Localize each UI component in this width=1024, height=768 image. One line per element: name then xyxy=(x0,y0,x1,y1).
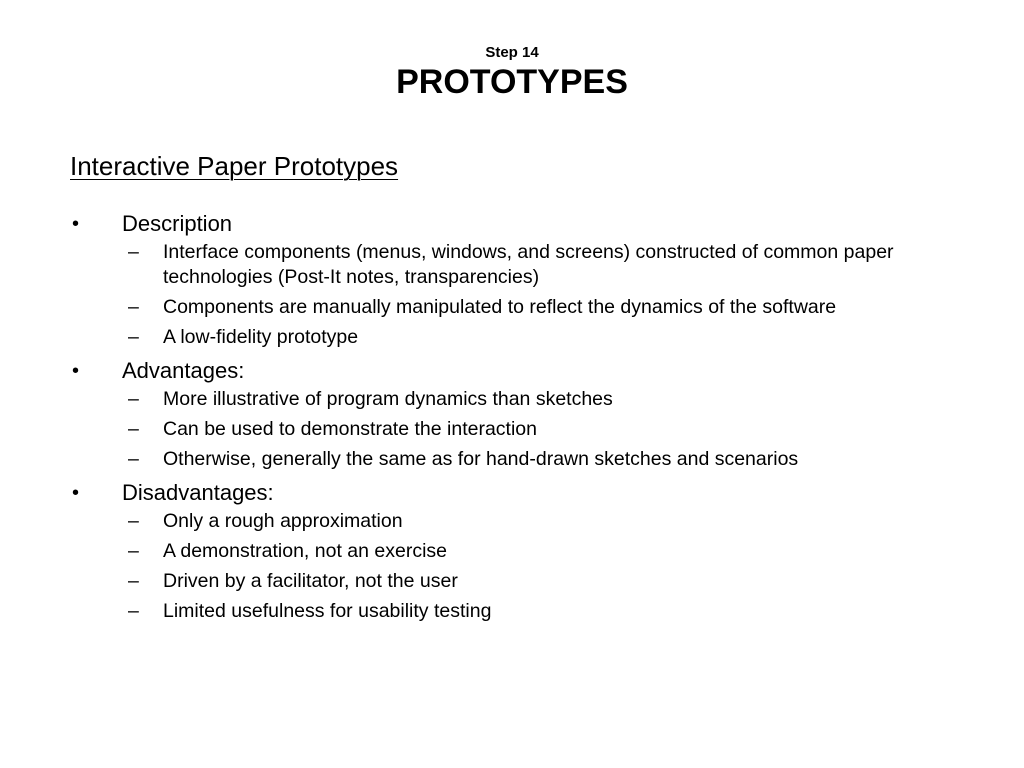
sub-item xyxy=(70,325,953,350)
title-block xyxy=(0,44,1024,102)
dash-icon: – xyxy=(128,540,139,562)
dash-icon: – xyxy=(128,600,139,622)
sub-list xyxy=(70,387,970,472)
bullet-dot-icon: • xyxy=(72,482,80,504)
sub-item xyxy=(70,599,953,624)
sub-item xyxy=(70,387,953,412)
sub-item-text: A demonstration, not an exercise xyxy=(163,540,447,562)
sub-item xyxy=(70,240,953,290)
sub-item xyxy=(70,417,953,442)
bullet-label: Advantages: xyxy=(122,358,245,383)
dash-icon: – xyxy=(128,388,139,410)
sub-item-text: A low-fidelity prototype xyxy=(163,326,359,348)
bullet-item xyxy=(70,477,970,509)
dash-icon: – xyxy=(128,418,139,440)
dash-icon: – xyxy=(128,510,139,532)
bullet-group-advantages xyxy=(70,355,970,472)
sub-item-text: Components are manually manipulated to reflect the dynamics of the software xyxy=(163,296,837,318)
sub-list xyxy=(70,509,970,624)
bullet-label: Description xyxy=(122,211,233,236)
sub-item xyxy=(70,447,953,472)
sub-item-text: Interface components (menus, windows, and screens) constructed of common paper technologies (Post-It notes, transparencies) xyxy=(163,241,894,288)
bullet-dot-icon: • xyxy=(72,213,80,235)
bullet-label: Disadvantages: xyxy=(122,480,274,505)
sub-list xyxy=(70,240,970,350)
sub-item-text: Driven by a facilitator, not the user xyxy=(163,570,458,592)
step-label: Step 14 xyxy=(485,44,539,61)
bullet-item xyxy=(70,208,970,240)
dash-icon: – xyxy=(128,241,139,263)
sub-item xyxy=(70,509,953,534)
dash-icon: – xyxy=(128,326,139,348)
slide-title: PROTOTYPES xyxy=(396,63,628,101)
sub-item xyxy=(70,569,953,594)
sub-item-text: Can be used to demonstrate the interaction xyxy=(163,418,537,440)
dash-icon: – xyxy=(128,570,139,592)
bullet-group-description xyxy=(70,208,970,350)
bullet-dot-icon: • xyxy=(72,360,80,382)
sub-item-text: Only a rough approximation xyxy=(163,510,403,532)
slide-content xyxy=(70,208,970,629)
sub-item xyxy=(70,539,953,564)
sub-item xyxy=(70,295,953,320)
bullet-item xyxy=(70,355,970,387)
section-heading: Interactive Paper Prototypes xyxy=(70,151,399,181)
dash-icon: – xyxy=(128,296,139,318)
sub-item-text: More illustrative of program dynamics than sketches xyxy=(163,388,613,410)
dash-icon: – xyxy=(128,448,139,470)
sub-item-text: Otherwise, generally the same as for hand-drawn sketches and scenarios xyxy=(163,448,799,470)
bullet-group-disadvantages xyxy=(70,477,970,624)
sub-item-text: Limited usefulness for usability testing xyxy=(163,600,492,622)
